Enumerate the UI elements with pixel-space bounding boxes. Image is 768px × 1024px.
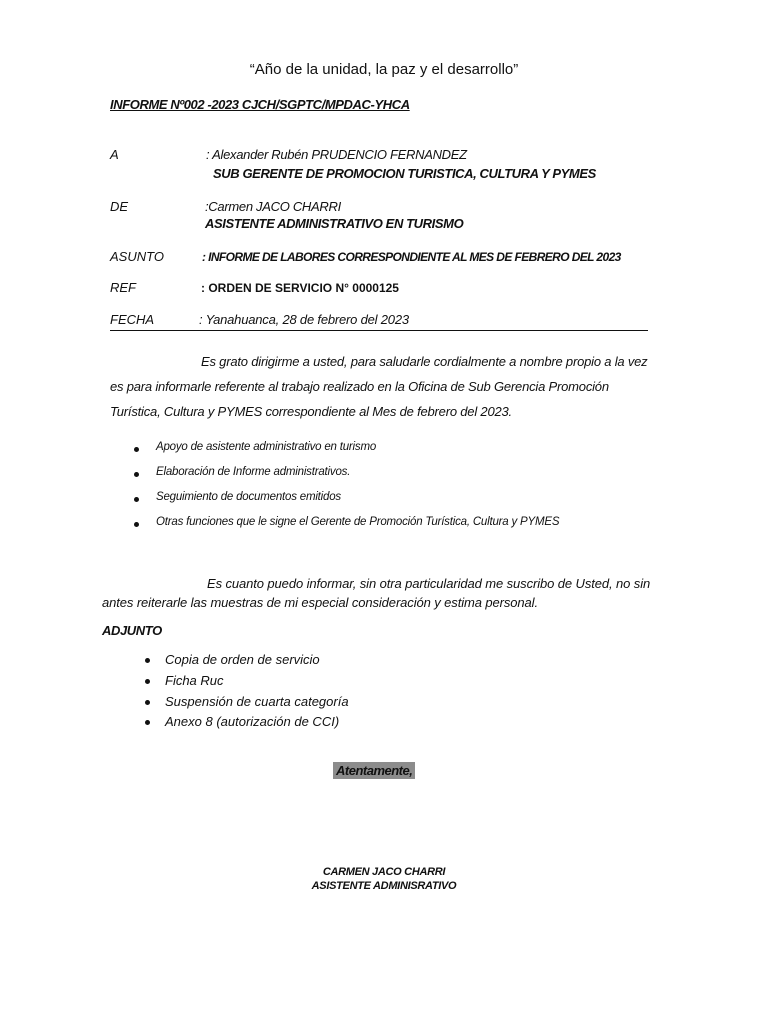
body-line-1: Es grato dirigirme a usted, para saludarle cordialmente a nombre propio a la vez [201, 354, 648, 369]
date-label: FECHA [110, 312, 155, 327]
bullet-icon [134, 497, 139, 502]
to-label: A [110, 147, 119, 162]
from-label: DE [110, 199, 129, 214]
date-value: : Yanahuanca, 28 de febrero del 2023 [199, 312, 409, 327]
ref-value: : ORDEN DE SERVICIO N° 0000125 [201, 281, 399, 295]
bullet-icon [145, 720, 150, 725]
task-text: Seguimiento de documentos emitidos [156, 491, 341, 503]
attachments-heading: ADJUNTO [102, 623, 162, 638]
bullet-icon [145, 700, 150, 705]
bullet-icon [145, 658, 150, 663]
ref-label: REF [110, 280, 136, 295]
subject-value: : INFORME DE LABORES CORRESPONDIENTE AL MES DE FEBRERO DEL 2023 [202, 250, 621, 264]
closing-line-1: Es cuanto puedo informar, sin otra particularidad me suscribo de Usted, no sin [207, 576, 651, 591]
closing-line-2: antes reiterarle las muestras de mi especial consideración y estima personal. [102, 595, 538, 610]
header-divider [110, 330, 648, 331]
to-name: : Alexander Rubén PRUDENCIO FERNANDEZ [206, 147, 467, 162]
attachment-text: Copia de orden de servicio [165, 652, 320, 667]
attachment-text: Anexo 8 (autorización de CCI) [165, 714, 340, 729]
to-position: SUB GERENTE DE PROMOCION TURISTICA, CULTURA Y PYMES [213, 166, 596, 181]
signature-name: CARMEN JACO CHARRI [322, 866, 446, 878]
bullet-icon [134, 522, 139, 527]
bullet-icon [134, 472, 139, 477]
subject-label: ASUNTO [110, 249, 164, 264]
report-title: INFORME Nº002 -2023 CJCH/SGPTC/MPDAC-YHCA [110, 97, 410, 112]
bullet-icon [134, 447, 139, 452]
body-line-2: es para informarle referente al trabajo realizado en la Oficina de Sub Gerencia Promoción [110, 379, 609, 394]
task-text: Apoyo de asistente administrativo en turismo [156, 441, 377, 453]
signature-position: ASISTENTE ADMINISRATIVO [311, 880, 457, 892]
from-name: :Carmen JACO CHARRI [205, 199, 341, 214]
farewell: Atentamente, [333, 762, 415, 779]
task-text: Elaboración de Informe administrativos. [156, 466, 351, 478]
task-text: Otras funciones que le signe el Gerente de Promoción Turística, Cultura y PYMES [156, 516, 560, 528]
from-position: ASISTENTE ADMINISTRATIVO EN TURISMO [205, 216, 464, 231]
body-line-3: Turística, Cultura y PYMES correspondiente al Mes de febrero del 2023. [110, 404, 512, 419]
attachment-text: Ficha Ruc [165, 673, 224, 688]
attachment-text: Suspensión de cuarta categoría [165, 694, 349, 709]
bullet-icon [145, 679, 150, 684]
motto: “Año de la unidad, la paz y el desarrollo” [249, 61, 519, 78]
